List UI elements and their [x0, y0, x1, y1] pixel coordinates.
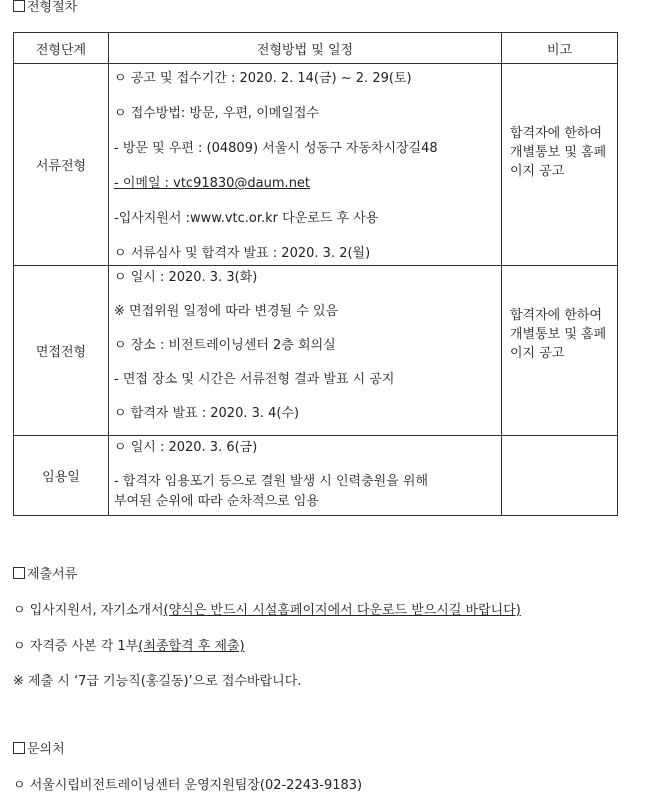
method-cell: [109, 64, 502, 266]
method-cell: [109, 436, 502, 516]
process-heading: 전형절차: [13, 0, 77, 16]
method-line: ㅇ 접수방법: 방문, 우편, 이메일접수: [114, 106, 319, 121]
checkbox-square-icon: [13, 742, 25, 754]
method-line: 부여된 순위에 따라 순차적으로 임용: [114, 494, 319, 509]
table-row: [14, 266, 618, 436]
note-cell: [502, 436, 618, 516]
method-line: - 면접 장소 및 시간은 서류전형 결과 발표 시 공지: [114, 372, 395, 387]
header-note: 비고: [502, 33, 618, 64]
note-text: 합격자에 한하여 개별통보 및 홈페이지 공고: [510, 126, 607, 179]
header-method: 전형방법 및 일정: [109, 33, 502, 64]
documents-item-2: ㅇ 자격증 사본 각 1부(최종합격 후 제출): [13, 639, 245, 654]
method-line: ㅇ 합격자 발표 : 2020. 3. 4(수): [114, 406, 300, 421]
header-stage: 전형단계: [14, 33, 109, 64]
process-table: [13, 32, 618, 516]
method-cell: [109, 266, 502, 436]
note-cell: [502, 266, 618, 436]
method-line: ㅇ 서류심사 및 합격자 발표 : 2020. 3. 2(월): [114, 246, 371, 261]
method-line: - 합격자 임용포기 등으로 결원 발생 시 인력충원을 위해: [114, 474, 429, 489]
method-line: ㅇ 장소 : 비전트레이닝센터 2층 회의실: [114, 338, 336, 353]
stage-cell: 면접전형: [14, 266, 109, 436]
method-line: ㅇ 일시 : 2020. 3. 6(금): [114, 440, 258, 455]
contact-heading: 문의처: [13, 742, 65, 758]
checkbox-square-icon: [13, 567, 25, 579]
method-line: - 방문 및 우편 : (04809) 서울시 성동구 자동차시장길48: [114, 141, 438, 156]
contact-line: ㅇ 서울시립비전트레이닝센터 운영지원팀장(02-2243-9183): [13, 778, 363, 793]
method-line: ※ 면접위원 일정에 따라 변경될 수 있음: [114, 304, 339, 319]
method-line: -입사지원서 :www.vtc.or.kr 다운로드 후 사용: [114, 211, 379, 226]
table-header-row: [14, 33, 618, 64]
method-line: ㅇ 공고 및 접수기간 : 2020. 2. 14(금) ~ 2. 29(토): [114, 71, 412, 86]
method-line: [114, 174, 497, 194]
method-line: ㅇ 일시 : 2020. 3. 3(화): [114, 270, 258, 285]
note-cell: [502, 64, 618, 266]
checkbox-square-icon: [13, 0, 25, 12]
documents-heading: 제출서류: [13, 567, 77, 583]
documents-note: ※ 제출 시 ‘7급 기능직(홍길동)’으로 접수바랍니다.: [13, 674, 302, 689]
stage-cell: 임용일: [14, 436, 109, 516]
documents-item-2-note: (최종합격 후 제출): [138, 639, 245, 654]
documents-item-1-note: (양식은 반드시 시설홈페이지에서 다운로드 받으시길 바랍니다): [163, 603, 521, 618]
email-link[interactable]: - 이메일 : vtc91830@daum.net: [114, 176, 311, 191]
documents-item-1: ㅇ 입사지원서, 자기소개서(양식은 반드시 시설홈페이지에서 다운로드 받으시길 바랍니다): [13, 603, 521, 618]
note-text: 합격자에 한하여 개별통보 및 홈페이지 공고: [510, 308, 607, 361]
stage-cell: 서류전형: [14, 64, 109, 266]
table-row: [14, 436, 618, 516]
table-row: [14, 64, 618, 266]
